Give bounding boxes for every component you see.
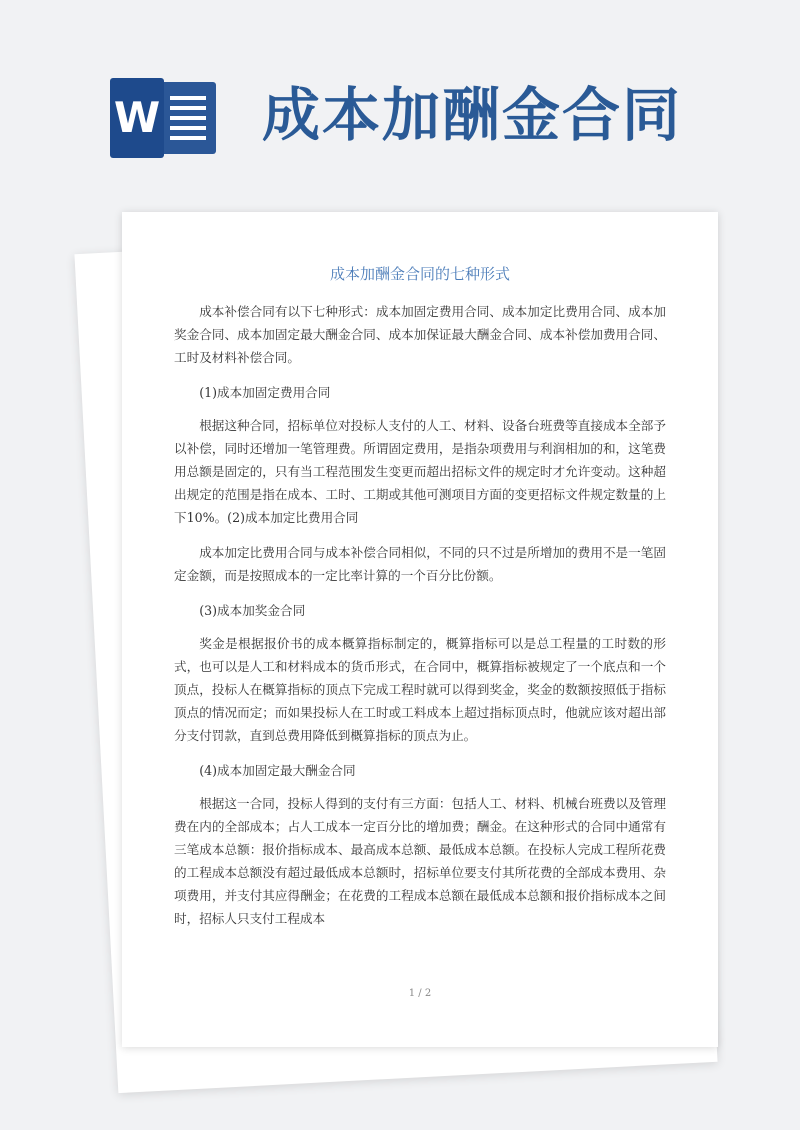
page-number: 1 / 2 bbox=[408, 988, 432, 999]
word-icon-line bbox=[170, 96, 206, 100]
document-body bbox=[174, 300, 666, 930]
word-document-icon bbox=[110, 78, 218, 158]
word-icon-line bbox=[170, 126, 206, 130]
banner-header bbox=[0, 0, 800, 200]
body-paragraph: 成本补偿合同有以下七种形式：成本加固定费用合同、成本加定比费用合同、成本加奖金合同、成本加固定最大酬金合同、成本加保证最大酬金合同、成本补偿加费用合同、工时及材料补偿合同。 bbox=[174, 304, 666, 365]
word-icon-line bbox=[170, 106, 206, 110]
body-paragraph: 奖金是根据报价书的成本概算指标制定的，概算指标可以是总工程量的工时数的形式，也可以是人工和材料成本的货币形式，在合同中，概算指标被规定了一个底点和一个顶点，投标人在概算指标的顶点下完成工程时就可以得到奖金，奖金的数额按照低于指标顶点的情况而定；而如果投标人在工时或工料成本上超过指标顶点时，他就应该对超出部分支付罚款，直到总费用降低到概算指标的顶点为止。 bbox=[174, 636, 666, 743]
section-heading: (1)成本加固定费用合同 bbox=[199, 385, 331, 400]
section-heading: (3)成本加奖金合同 bbox=[199, 603, 306, 618]
body-paragraph: 根据这种合同，招标单位对投标人支付的人工、材料、设备台班费等直接成本全部予以补偿，同时还增加一笔管理费。所谓固定费用，是指杂项费用与利润相加的和，这笔费用总额是固定的，只有当工程范围发生变更而超出招标文件的规定时才允许变动。这种超出规定的范围是指在成本、工时、工期或其他可测项目方面的变更招标文件规定数量的上下10%。(2)成本加定比费用合同 bbox=[174, 418, 666, 525]
word-icon-letter: W bbox=[110, 78, 164, 158]
word-icon-line bbox=[170, 136, 206, 140]
section-heading: (4)成本加固定最大酬金合同 bbox=[199, 763, 356, 778]
document-page[interactable] bbox=[122, 212, 718, 1047]
body-paragraph: 根据这一合同，投标人得到的支付有三方面：包括人工、材料、机械台班费以及管理费在内的全部成本；占人工成本一定百分比的增加费；酬金。在这种形式的合同中通常有三笔成本总额：报价指标成本、最高成本总额、最低成本总额。在投标人完成工程所花费的工程成本总额没有超过最低成本总额时，招标单位要支付其所花费的全部成本费用、杂项费用，并支付其应得酬金；在花费的工程成本总额在最低成本总额和报价指标成本之间时，招标人只支付工程成本 bbox=[174, 796, 666, 926]
page-heading: 成本加酬金合同的七种形式 bbox=[329, 265, 510, 283]
body-paragraph: 成本加定比费用合同与成本补偿合同相似，不同的只不过是所增加的费用不是一笔固定金额，而是按照成本的一定比率计算的一个百分比份额。 bbox=[174, 545, 666, 583]
word-icon-line bbox=[170, 116, 206, 120]
document-title: 成本加酬金合同 bbox=[262, 81, 683, 149]
